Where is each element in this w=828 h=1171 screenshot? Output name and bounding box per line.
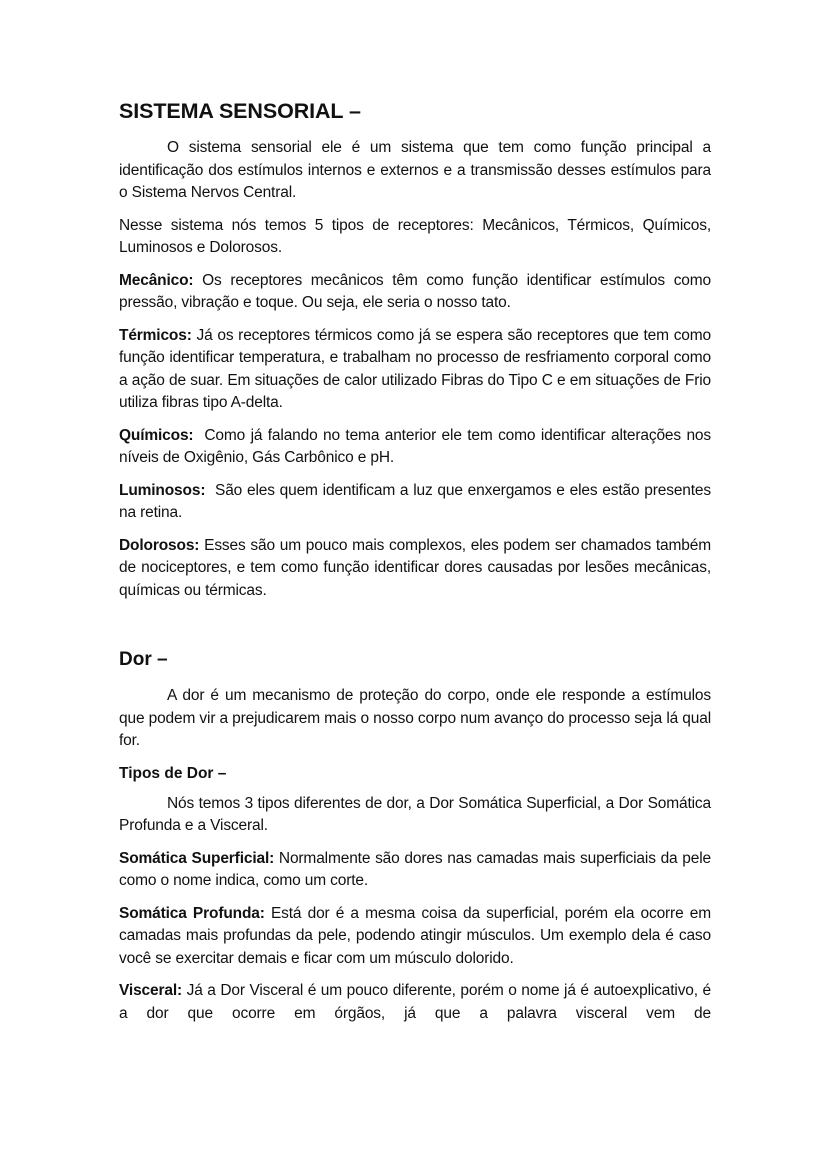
receptor-termicos-paragraph — [119, 325, 711, 415]
receptor-luminosos-term: Luminosos: — [119, 481, 206, 499]
heading-tipos-de-dor: Tipos de Dor – — [119, 764, 227, 782]
receptor-luminosos-text: São eles quem identificam a luz que enxergamos e eles estão presentes na retina. — [119, 481, 716, 521]
receptor-mecanico-paragraph — [119, 270, 711, 315]
dor-intro-paragraph: A dor é um mecanismo de proteção do corpo, onde ele responde a estímulos que podem vir a prejudicarem mais o nosso corpo num avanço do processo seja lá qual for. — [119, 687, 711, 749]
dor-somatica-profunda-term: Somática Profunda: — [119, 904, 265, 922]
receptor-dolorosos-term: Dolorosos: — [119, 536, 200, 554]
receptor-mecanico-term: Mecânico: — [119, 271, 194, 289]
receptor-quimicos-paragraph — [119, 425, 716, 470]
heading-sistema-sensorial: SISTEMA SENSORIAL – — [119, 99, 361, 123]
dor-visceral-paragraph — [119, 980, 711, 1025]
dor-somatica-superficial-paragraph — [119, 848, 711, 893]
dor-visceral-term: Visceral: — [119, 982, 182, 999]
receptor-dolorosos-text: Esses são um pouco mais complexos, eles podem ser chamados também de nociceptores, e tem como função identificar dores causadas por lesões mecânicas, químicas ou térmicas. — [119, 536, 711, 599]
dor-visceral-text: Já a Dor Visceral é um pouco diferente, porém o nome já é autoexplicativo, é a dor que ocorre em órgãos, já que a palavra visceral vem de — [119, 982, 711, 1022]
sensorial-intro-paragraph: O sistema sensorial ele é um sistema que tem como função principal a identificação dos estímulos internos e externos e a transmissão desses estímulos para o Sistema Nervos Central. — [119, 139, 711, 201]
heading-dor: Dor – — [119, 649, 168, 670]
receptor-dolorosos-paragraph — [119, 535, 711, 603]
receptor-quimicos-term: Químicos: — [119, 426, 194, 444]
dor-somatica-profunda-text: Está dor é a mesma coisa da superficial, porém ela ocorre em camadas mais profundas da pele, podendo atingir músculos. Um exemplo dela é caso você se exercitar demais e ficar com um músculo dolorido. — [119, 904, 711, 967]
receptor-summary-paragraph: Nesse sistema nós temos 5 tipos de receptores: Mecânicos, Térmicos, Químicos, Luminosos e Dolorosos. — [119, 216, 711, 256]
receptor-luminosos-paragraph — [119, 480, 716, 525]
section-spacer — [119, 612, 711, 647]
receptor-mecanico-text: Os receptores mecânicos têm como função identificar estímulos como pressão, vibração e toque. Ou seja, ele seria o nosso tato. — [119, 271, 711, 311]
receptor-termicos-text: Já os receptores térmicos como já se espera são receptores que tem como função identificar temperatura, e trabalham no processo de resfriamento corporal como a ação de suar. Em situações de calor utilizado Fibras do Tipo C e em situações de Frio utiliza fibras tipo A-delta. — [119, 326, 711, 411]
receptor-termicos-term: Térmicos: — [119, 326, 192, 344]
document-page — [119, 97, 716, 1035]
dor-somatica-superficial-text: Normalmente são dores nas camadas mais superficiais da pele como o nome indica, como um corte. — [119, 849, 712, 889]
tipos-intro-paragraph: Nós temos 3 tipos diferentes de dor, a Dor Somática Superficial, a Dor Somática Profunda e a Visceral. — [119, 794, 711, 834]
dor-somatica-profunda-paragraph — [119, 903, 711, 971]
receptor-quimicos-text: Como já falando no tema anterior ele tem como identificar alterações nos níveis de Oxigênio, Gás Carbônico e pH. — [119, 426, 716, 466]
dor-somatica-superficial-term: Somática Superficial: — [119, 849, 275, 867]
